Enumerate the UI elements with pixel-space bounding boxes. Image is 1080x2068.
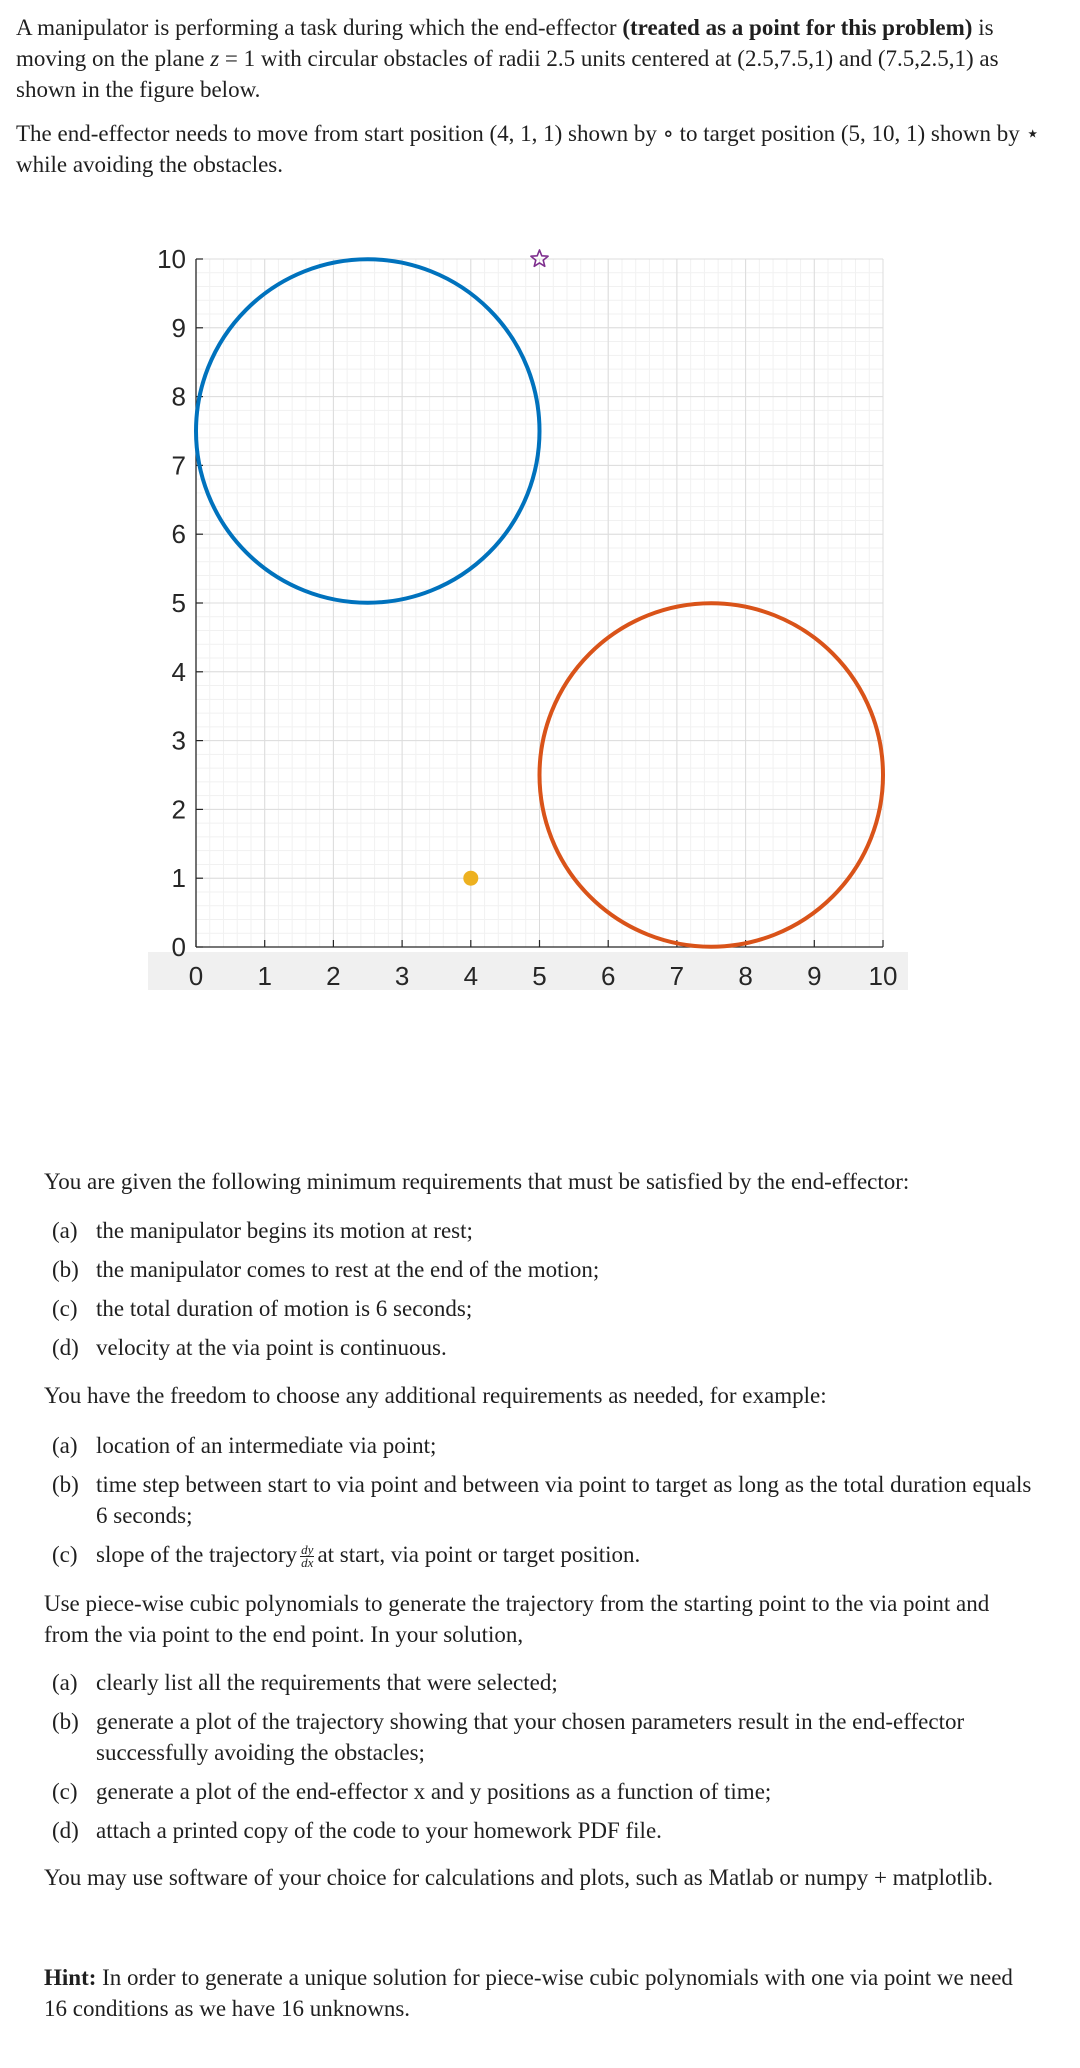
requirement-item	[44, 1254, 1034, 1285]
y-tick-label: 8	[171, 381, 186, 412]
x-tick-label: 8	[738, 961, 753, 991]
solution-label: (c)	[52, 1779, 78, 1804]
intro-text-2: is moving on the plane	[16, 15, 994, 71]
freedom-item	[44, 1539, 1034, 1570]
y-tick-label: 2	[171, 794, 186, 825]
y-tick-label: 6	[171, 519, 186, 550]
freedom-text: time step between start to via point and between via point to target as long as the total duration equals 6 seconds;	[96, 1472, 1032, 1528]
requirement-item	[44, 1215, 1034, 1246]
solution-text: generate a plot of the trajectory showing that your chosen parameters result in the end-effector successfully avoiding the obstacles;	[96, 1709, 965, 1765]
requirements-list	[44, 1215, 1034, 1371]
intro-bold: (treated as a point for this problem)	[622, 15, 973, 40]
freedom-text-end: at start, via point or target position.	[317, 1542, 641, 1567]
requirement-item	[44, 1293, 1034, 1324]
requirement-label: (c)	[52, 1296, 78, 1321]
x-tick-label: 9	[807, 961, 822, 991]
method-paragraph: Use piece-wise cubic polynomials to generate the trajectory from the starting point to the via point and from the via point to the end point. In your solution,	[44, 1591, 990, 1647]
requirement-text: the manipulator begins its motion at rest;	[96, 1218, 473, 1243]
x-tick-label: 6	[600, 961, 616, 991]
derivative-fraction	[300, 1544, 314, 1569]
hint-paragraph	[44, 1962, 1034, 2024]
x-tick-label: 0	[188, 961, 204, 991]
x-tick-label: 5	[532, 961, 547, 991]
freedom-item	[44, 1430, 1034, 1461]
requirement-label: (d)	[52, 1335, 79, 1360]
x-tick-label: 4	[463, 961, 479, 991]
freedom-text: location of an intermediate via point;	[96, 1433, 437, 1458]
y-tick-label: 10	[157, 244, 186, 274]
y-tick-label: 9	[171, 312, 186, 343]
requirement-text: the manipulator comes to rest at the end of the motion;	[96, 1257, 600, 1282]
y-tick-label: 4	[171, 656, 186, 687]
intro-paragraph	[16, 12, 1046, 105]
task-paragraph: The end-effector needs to move from start position (4, 1, 1) shown by ∘ to target position (5, 10, 1) shown by ⋆ while avoiding the obstacles.	[16, 121, 1040, 177]
freedom-item	[44, 1469, 1034, 1531]
y-tick-label: 3	[171, 725, 186, 756]
start-point	[463, 871, 478, 886]
solution-item	[44, 1706, 1034, 1768]
solution-text: generate a plot of the end-effector x and y positions as a function of time;	[96, 1779, 772, 1804]
freedom-label: (a)	[52, 1433, 78, 1458]
requirement-label: (b)	[52, 1257, 79, 1282]
freedom-text: slope of the trajectory	[96, 1542, 298, 1567]
x-tick-label: 10	[868, 961, 898, 991]
intro-text-1: A manipulator is performing a task during which the end-effector	[16, 15, 617, 40]
solution-item	[44, 1776, 1034, 1807]
fraction-denominator: dx	[301, 1555, 314, 1571]
solution-label: (b)	[52, 1709, 79, 1734]
y-tick-label: 7	[171, 450, 186, 481]
freedom-intro: You have the freedom to choose any additional requirements as needed, for example:	[44, 1383, 827, 1408]
fraction-numerator: dy	[301, 1542, 314, 1558]
x-tick-label: 7	[669, 961, 685, 991]
requirement-item	[44, 1332, 1034, 1363]
requirement-text: the total duration of motion is 6 seconds;	[96, 1296, 473, 1321]
y-tick-label: 5	[171, 588, 186, 618]
freedom-label: (c)	[52, 1542, 78, 1567]
solution-item	[44, 1667, 1034, 1698]
freedom-list	[44, 1430, 1034, 1578]
solution-label: (a)	[52, 1670, 78, 1695]
solution-label: (d)	[52, 1818, 79, 1843]
solution-item	[44, 1815, 1034, 1846]
intro-text-3: = 1 with circular obstacles of radii 2.5 units centered at (2.5,7.5,1) and (7.5,2.5,1) as shown in the figure below.	[16, 46, 999, 102]
freedom-label: (b)	[52, 1472, 79, 1497]
software-paragraph: You may use software of your choice for calculations and plots, such as Matlab or numpy + matplotlib.	[44, 1865, 993, 1890]
hint-text: In order to generate a unique solution for piece-wise cubic polynomials with one via point we need 16 conditions as we have 16 unknowns.	[44, 1965, 1013, 2021]
y-tick-label: 0	[171, 932, 186, 962]
hint-label: Hint:	[44, 1965, 97, 1990]
y-tick-label: 1	[171, 863, 186, 894]
requirement-text: velocity at the via point is continuous.	[96, 1335, 447, 1360]
requirements-intro: You are given the following minimum requirements that must be satisfied by the end-effector:	[44, 1169, 910, 1194]
requirement-label: (a)	[52, 1218, 78, 1243]
intro-zvar: z	[210, 46, 220, 71]
solution-text: clearly list all the requirements that were selected;	[96, 1670, 558, 1695]
x-tick-label: 3	[394, 961, 410, 991]
obstacle-chart	[148, 236, 928, 1006]
x-tick-label: 1	[257, 961, 272, 991]
solution-list	[44, 1667, 1034, 1854]
solution-text: attach a printed copy of the code to your homework PDF file.	[96, 1818, 662, 1843]
x-tick-label: 2	[326, 961, 341, 991]
